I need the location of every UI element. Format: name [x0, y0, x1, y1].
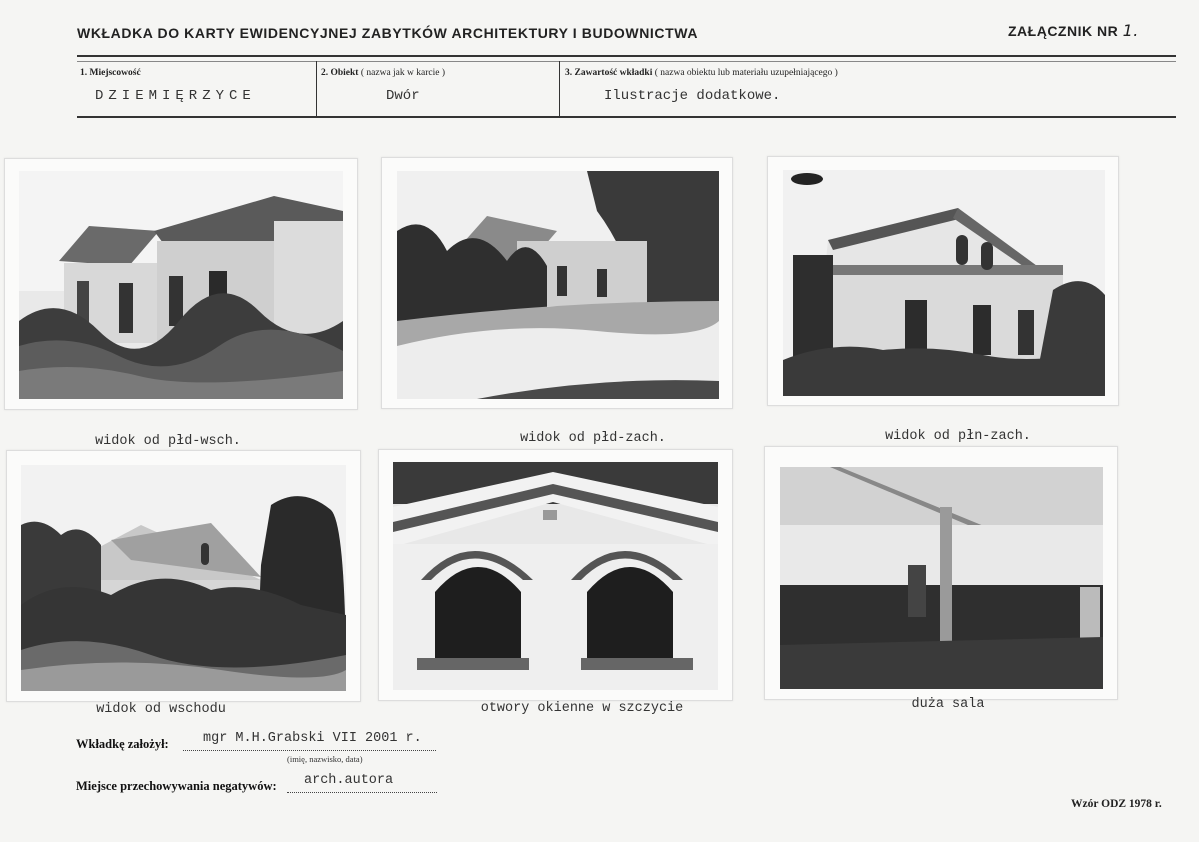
photo-east-image	[21, 465, 346, 691]
founded-dotted-line	[183, 750, 436, 751]
photo-southeast-view	[4, 158, 358, 410]
annex-number: 1.	[1122, 21, 1139, 40]
place-value: DZIEMIĘRZYCE	[95, 88, 256, 104]
caption-southwest: widok od płd-zach.	[520, 431, 666, 446]
founded-value: mgr M.H.Grabski VII 2001 r.	[203, 731, 422, 746]
content-hint: ( nazwa obiektu lub materiału uzupełniającego )	[654, 68, 838, 78]
object-label	[321, 68, 445, 78]
content-label	[565, 68, 838, 78]
annex-label-text: ZAŁĄCZNIK NR	[1008, 23, 1119, 39]
sheet-title: WKŁADKA DO KARTY EWIDENCYJNEJ ZABYTKÓW ARCHITEKTURY I BUDOWNICTWA	[77, 25, 699, 41]
photo-east-view	[6, 450, 361, 702]
negatives-value: arch.autora	[304, 773, 394, 788]
negatives-dotted-line	[287, 792, 437, 793]
photo-southwest-image	[397, 171, 719, 399]
photo-gable-windows	[378, 449, 733, 701]
founded-hint: (imię, nazwisko, data)	[287, 754, 363, 764]
photo-large-hall	[764, 446, 1118, 700]
annex-label	[1008, 21, 1139, 40]
place-label: 1. Miejscowość	[80, 68, 141, 78]
table-mid-rule	[77, 61, 1176, 62]
photo-southeast-image	[19, 171, 343, 399]
photo-gable-windows-image	[393, 462, 718, 690]
photo-northwest-view	[767, 156, 1119, 406]
object-label-text: 2. Obiekt	[321, 68, 359, 78]
caption-large-hall: duża sala	[911, 697, 985, 712]
caption-east: widok od wschodu	[96, 702, 226, 717]
photo-southwest-view	[381, 157, 733, 409]
object-hint: ( nazwa jak w karcie )	[360, 68, 445, 78]
table-divider-1	[316, 61, 317, 117]
object-value: Dwór	[386, 88, 420, 104]
founded-label: Wkładkę założył:	[76, 737, 169, 751]
content-label-text: 3. Zawartość wkładki	[565, 68, 653, 78]
caption-northwest: widok od płn-zach.	[885, 429, 1031, 444]
photo-large-hall-image	[780, 467, 1103, 689]
photo-northwest-image	[783, 170, 1105, 396]
table-divider-2	[559, 61, 560, 117]
table-top-rule	[77, 55, 1176, 57]
template-reference: Wzór ODZ 1978 r.	[1071, 798, 1162, 810]
content-value: Ilustracje dodatkowe.	[604, 88, 781, 104]
caption-southeast: widok od płd-wsch.	[95, 434, 241, 449]
table-bottom-rule	[77, 116, 1176, 118]
negatives-label: Miejsce przechowywania negatywów:	[76, 779, 277, 793]
caption-gable-windows: otwory okienne w szczycie	[480, 701, 684, 716]
